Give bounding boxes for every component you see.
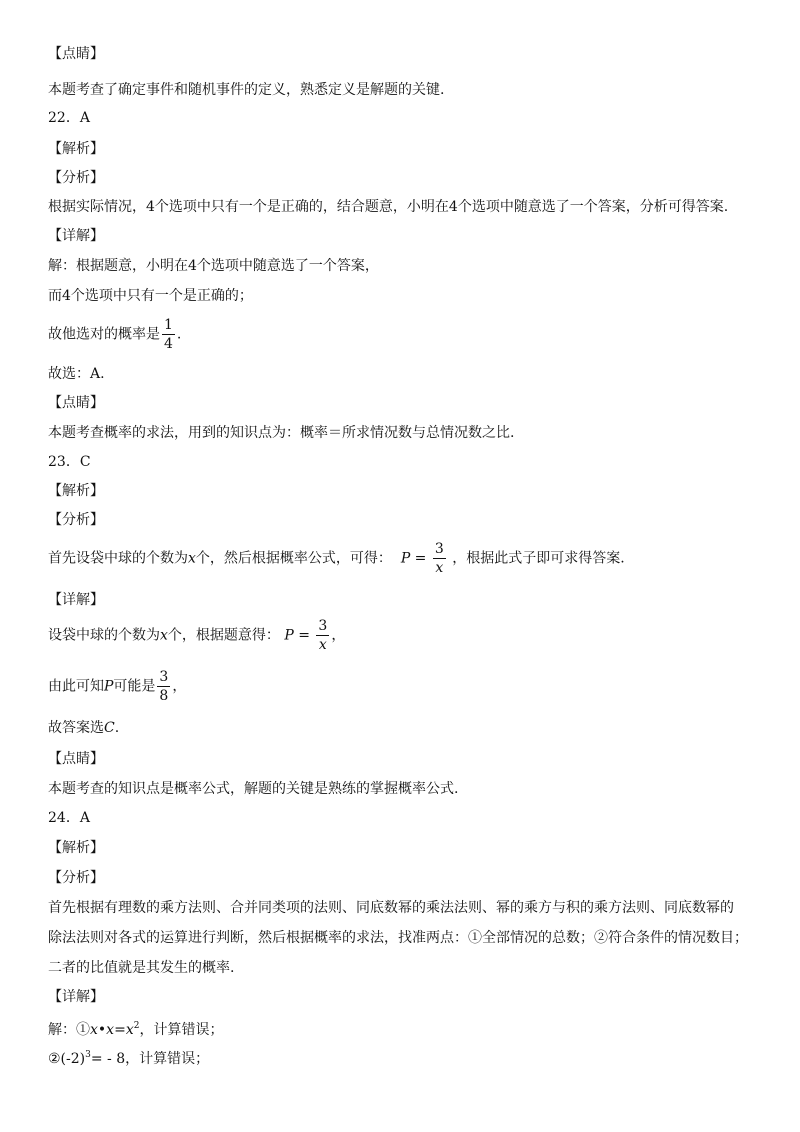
text: ②(-2) <box>48 1051 86 1067</box>
body-text: 本题考查概率的求法，用到的知识点为：概率＝所求情况数与总情况数之比. <box>48 425 515 441</box>
text: . <box>176 326 182 343</box>
fraction <box>316 617 329 654</box>
variable-p: P <box>104 678 114 695</box>
variable-x: x <box>106 1022 115 1038</box>
body-text: 而4个选项中只有一个是正确的； <box>48 288 253 304</box>
section-header-jiexi: 【解析】 <box>48 141 104 157</box>
text: 故他选对的概率是 <box>48 326 160 343</box>
exponent: 2 <box>133 1021 140 1031</box>
text: = - 8，计算错误； <box>90 1051 210 1067</box>
text: 故答案选 <box>48 720 104 736</box>
section-header-xiangjie: 【详解】 <box>48 592 104 608</box>
body-text: 根据实际情况，4个选项中只有一个是正确的，结合题意，小明在4个选项中随意选了一个答案，分析可得答案. <box>48 199 729 215</box>
variable-x: x <box>188 550 196 567</box>
fraction-denominator: 4 <box>164 336 173 352</box>
section-header-dianjing: 【点睛】 <box>48 751 104 767</box>
section-header-jiexi: 【解析】 <box>48 840 104 856</box>
fraction <box>157 668 170 705</box>
section-header-jiexi: 【解析】 <box>48 483 104 499</box>
equals-sign: = <box>293 627 315 644</box>
fraction-numerator: 3 <box>159 669 169 685</box>
fraction-denominator: x <box>435 560 444 576</box>
text: ，计算错误； <box>139 1022 224 1038</box>
answer-letter: C <box>104 720 115 736</box>
text: 设袋中球的个数为 <box>48 627 160 644</box>
formula-line <box>48 540 625 577</box>
variable-x: x <box>90 1022 98 1038</box>
text: ， <box>331 627 346 644</box>
equals-sign: = <box>114 1022 126 1038</box>
text: . <box>114 720 120 736</box>
text: 解：① <box>48 1022 90 1038</box>
text: ， <box>172 678 187 695</box>
formula-line <box>48 1016 223 1040</box>
fraction-denominator: x <box>318 637 327 653</box>
body-text: 解：根据题意，小明在4个选项中随意选了一个答案， <box>48 258 379 274</box>
text: 由此可知 <box>48 678 104 695</box>
text: 个，然后根据概率公式，可得： <box>195 550 392 567</box>
text: 个，根据题意得： <box>167 627 280 644</box>
section-header-fenxi: 【分析】 <box>48 170 104 186</box>
question-number: 22．A <box>48 110 90 126</box>
probability-line <box>48 316 181 353</box>
text: 可能是 <box>113 678 156 695</box>
text: 首先设袋中球的个数为 <box>48 550 188 567</box>
body-text: 故选：A. <box>48 366 105 382</box>
equals-sign: = <box>410 550 431 567</box>
body-text: 二者的比值就是其发生的概率. <box>48 960 235 976</box>
body-text: 本题考查的知识点是概率公式，解题的关键是熟练的掌握概率公式. <box>48 781 459 797</box>
variable-x: x <box>125 1022 134 1038</box>
section-header-xiangjie: 【详解】 <box>48 228 104 244</box>
formula-line <box>48 1045 209 1069</box>
answer-line <box>48 718 119 738</box>
text: ，根据此式子即可求得答案. <box>452 550 625 567</box>
body-text: 本题考查了确定事件和随机事件的定义，熟悉定义是解题的关键. <box>48 82 445 98</box>
exponent: 3 <box>85 1050 91 1060</box>
variable-x: x <box>160 627 168 644</box>
section-header-dianjing: 【点睛】 <box>48 395 104 411</box>
question-number: 23．C <box>48 454 91 470</box>
variable-p: P <box>400 550 411 567</box>
variable-p: P <box>284 627 294 644</box>
body-text: 首先根据有理数的乘方法则、合并同类项的法则、同底数幂的乘法法则、幂的乘方与积的乘方法则、同底数幂的 <box>48 900 734 916</box>
fraction-numerator: 3 <box>318 618 328 634</box>
question-number: 24．A <box>48 810 90 826</box>
fraction <box>433 540 446 577</box>
dot-operator: • <box>97 1022 107 1038</box>
section-header-fenxi: 【分析】 <box>48 870 104 886</box>
body-text: 除法法则对各式的运算进行判断，然后根据概率的求法，找准两点：①全部情况的总数；②符合条件的情况数目； <box>48 930 748 946</box>
formula-line <box>48 617 345 654</box>
fraction <box>162 316 175 353</box>
section-header-dianjing: 【点睛】 <box>48 46 104 62</box>
fraction-numerator: 1 <box>164 317 173 333</box>
section-header-fenxi: 【分析】 <box>48 512 104 528</box>
fraction-numerator: 3 <box>434 541 444 557</box>
formula-line <box>48 668 186 705</box>
fraction-denominator: 8 <box>159 688 169 704</box>
section-header-xiangjie: 【详解】 <box>48 989 104 1005</box>
